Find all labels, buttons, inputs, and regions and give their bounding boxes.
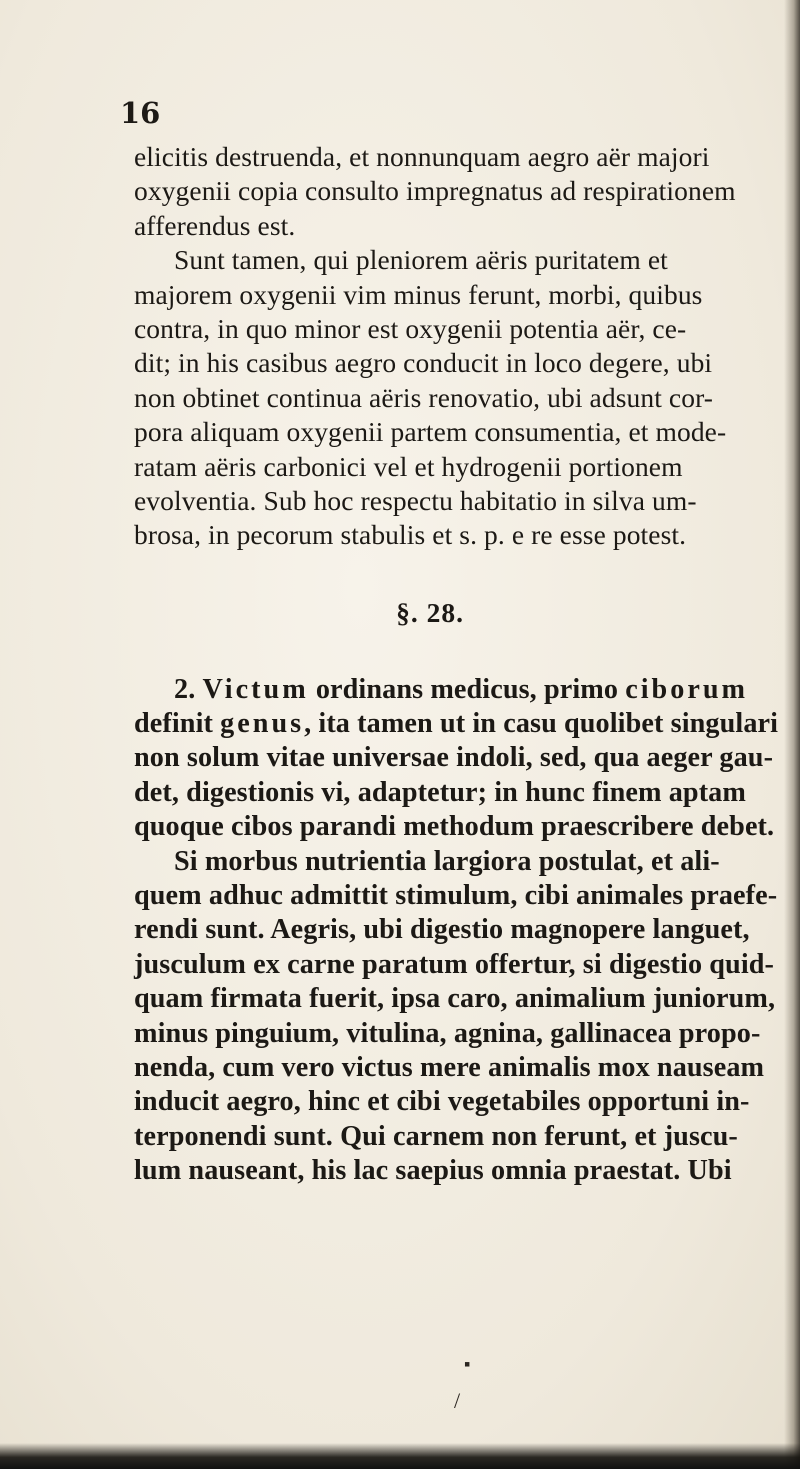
ink-mark-dot: ▪ bbox=[464, 1354, 471, 1374]
section-heading: §. 28. bbox=[396, 596, 464, 628]
text-segment: 2. bbox=[174, 673, 203, 705]
page-number: 16 bbox=[120, 96, 161, 130]
text-line: elicitis destruenda, et nonnunquam aegro aër majori bbox=[134, 141, 710, 172]
text-line: nenda, cum vero victus mere animalis mox nauseam bbox=[134, 1051, 765, 1083]
text-line: oxygenii copia consulto impregnatus ad respirationem bbox=[134, 175, 736, 207]
text-line: minus pinguium, vitulina, agnina, gallinacea propo- bbox=[134, 1017, 761, 1049]
text-line: quoque cibos parandi methodum praescribere debet. bbox=[134, 811, 775, 843]
text-line: dit; in his casibus aegro conducit in loco degere, ubi bbox=[134, 347, 713, 379]
text-line: quem adhuc admittit stimulum, cibi animales praefe- bbox=[134, 880, 778, 912]
text-line: Sunt tamen, qui pleniorem aëris puritatem et bbox=[174, 244, 668, 276]
text-line: Si morbus nutrientia largiora postulat, et ali- bbox=[174, 845, 720, 877]
spaced-term: genus bbox=[220, 708, 305, 740]
text-line: brosa, in pecorum stabulis et s. p. e re esse potest. bbox=[134, 519, 687, 551]
spaced-term: Victum bbox=[202, 673, 309, 705]
text-line: det, digestionis vi, adaptetur; in hunc finem aptam bbox=[134, 776, 746, 808]
text-line: majorem oxygenii vim minus ferunt, morbi, quibus bbox=[134, 278, 703, 310]
text-line: ratam aëris carbonici vel et hydrogenii portionem bbox=[134, 450, 683, 482]
text-line: evolventia. Sub hoc respectu habitatio in silva um- bbox=[134, 484, 697, 516]
text-line: afferendus est. bbox=[134, 209, 296, 241]
text-line: rendi sunt. Aegris, ubi digestio magnopere languet, bbox=[134, 914, 750, 946]
text-line: inducit aegro, hinc et cibi vegetabiles opportuni in- bbox=[134, 1086, 750, 1118]
page-bottom-edge bbox=[0, 1443, 800, 1469]
text-line: non obtinet continua aëris renovatio, ubi adsunt cor- bbox=[134, 381, 714, 413]
text-line: non solum vitae universae indoli, sed, qua aeger gau- bbox=[134, 742, 774, 774]
ink-mark-slash: / bbox=[454, 1388, 461, 1413]
text-segment: ordinans medicus, primo bbox=[308, 673, 626, 705]
text-line: terponendi sunt. Qui carnem non ferunt, et juscu- bbox=[134, 1120, 738, 1152]
spaced-term: ciborum bbox=[625, 673, 748, 705]
text-line: contra, in quo minor est oxygenii potentia aër, ce- bbox=[134, 312, 687, 344]
text-segment: definit bbox=[134, 708, 221, 740]
text-line bbox=[134, 707, 800, 741]
text-line: pora aliquam oxygenii partem consumentia, et mode- bbox=[134, 416, 727, 448]
text-segment: , ita tamen ut in casu quolibet singulari bbox=[304, 708, 779, 740]
text-body bbox=[134, 140, 800, 1189]
text-line: quam firmata fuerit, ipsa caro, animalium juniorum, bbox=[134, 983, 776, 1015]
text-line bbox=[134, 673, 800, 707]
text-line: jusculum ex carne paratum offertur, si digestio quid- bbox=[134, 948, 775, 980]
text-line: lum nauseant, his lac saepius omnia praestat. Ubi bbox=[134, 1155, 732, 1187]
